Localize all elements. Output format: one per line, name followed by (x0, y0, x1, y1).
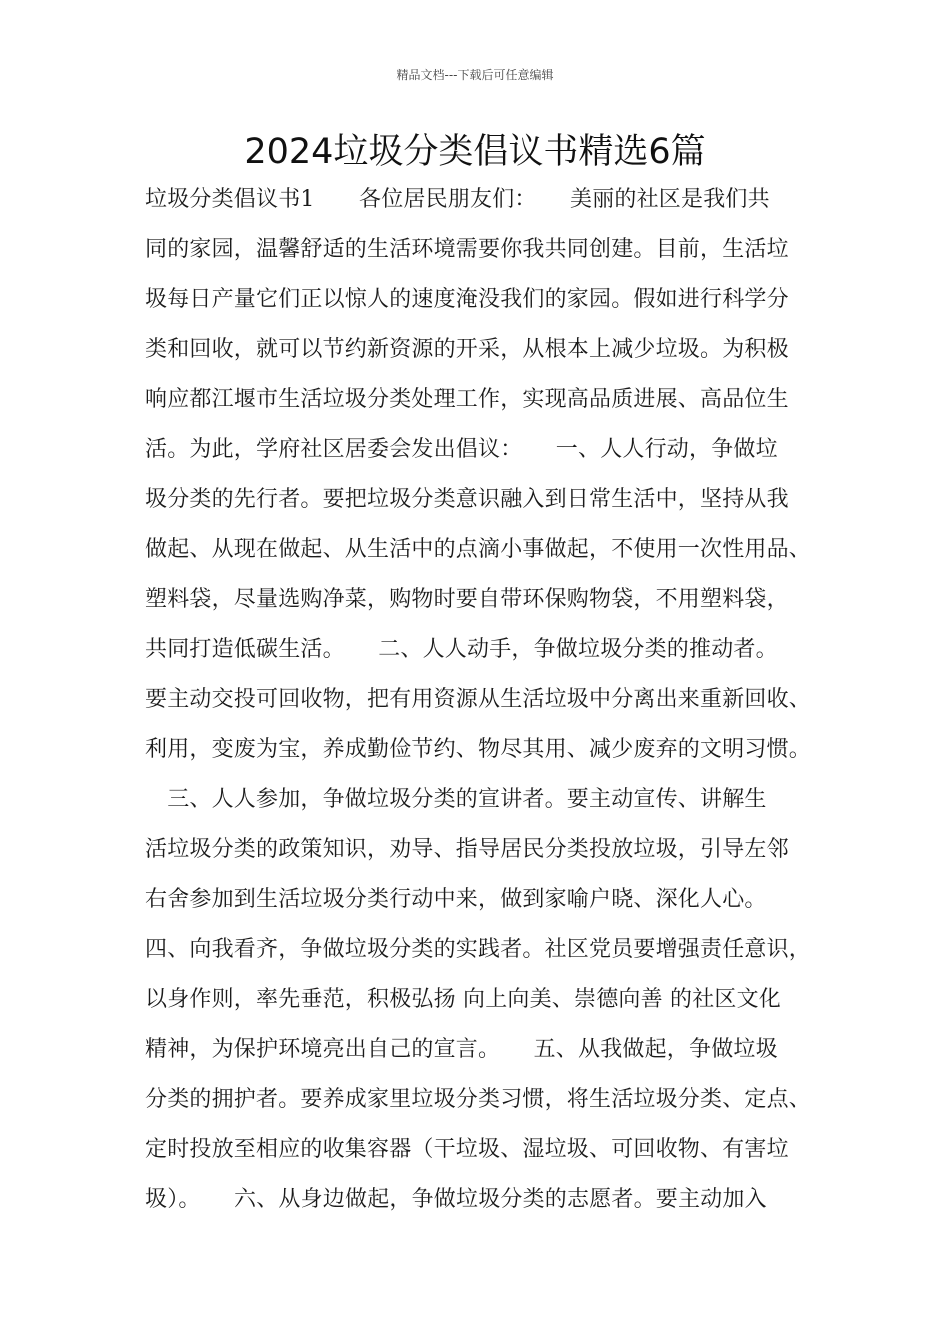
paragraph-line: 四、向我看齐，争做垃圾分类的实践者。社区党员要增强责任意识， (145, 937, 812, 962)
paragraph-line: 以身作则，率先垂范，积极弘扬 向上向美、崇德向善 的社区文化 (145, 987, 781, 1012)
paragraph-line: 同的家园，温馨舒适的生活环境需要你我共同创建。目前，生活垃 (145, 237, 789, 262)
paragraph-line: 响应都江堰市生活垃圾分类处理工作，实现高品质进展、高品位生 (145, 387, 789, 412)
paragraph-line: 垃圾分类倡议书1 各位居民朋友们： 美丽的社区是我们共 (145, 187, 770, 212)
paragraph-line: 三、人人参加，争做垃圾分类的宣讲者。要主动宣传、讲解生 (145, 787, 767, 812)
paragraph-line: 利用，变废为宝，养成勤俭节约、物尽其用、减少废弃的文明习惯。 (145, 737, 812, 762)
paragraph-line: 类和回收，就可以节约新资源的开采，从根本上减少垃圾。为积极 (145, 337, 789, 362)
paragraph-line: 圾分类的先行者。要把垃圾分类意识融入到日常生活中，坚持从我 (145, 487, 789, 512)
paragraph-line: 活。为此，学府社区居委会发出倡议： 一、人人行动，争做垃 (145, 437, 778, 462)
paragraph-line: 要主动交投可回收物，把有用资源从生活垃圾中分离出来重新回收、 (145, 687, 812, 712)
page-header: 精品文档---下载后可任意编辑 (396, 68, 554, 82)
paragraph-line: 右舍参加到生活垃圾分类行动中来，做到家喻户晓、深化人心。 (145, 887, 767, 912)
paragraph-line: 圾）。 六、从身边做起，争做垃圾分类的志愿者。要主动加入 (145, 1187, 767, 1212)
document-title: 2024垃圾分类倡议书精选6篇 (244, 132, 706, 172)
paragraph-line: 塑料袋，尽量选购净菜，购物时要自带环保购物袋，不用塑料袋， (145, 587, 789, 612)
paragraph-line: 分类的拥护者。要养成家里垃圾分类习惯，将生活垃圾分类、定点、 (145, 1087, 812, 1112)
paragraph-line: 共同打造低碳生活。 二、人人动手，争做垃圾分类的推动者。 (145, 637, 778, 662)
paragraph-line: 做起、从现在做起、从生活中的点滴小事做起，不使用一次性用品、 (145, 537, 812, 562)
paragraph-line: 定时投放至相应的收集容器（干垃圾、湿垃圾、可回收物、有害垃 (145, 1137, 789, 1162)
paragraph-line: 精神，为保护环境亮出自己的宣言。 五、从我做起，争做垃圾 (145, 1037, 778, 1062)
paragraph-line: 圾每日产量它们正以惊人的速度淹没我们的家园。假如进行科学分 (145, 287, 789, 312)
paragraph-line: 活垃圾分类的政策知识，劝导、指导居民分类投放垃圾，引导左邻 (145, 837, 789, 862)
